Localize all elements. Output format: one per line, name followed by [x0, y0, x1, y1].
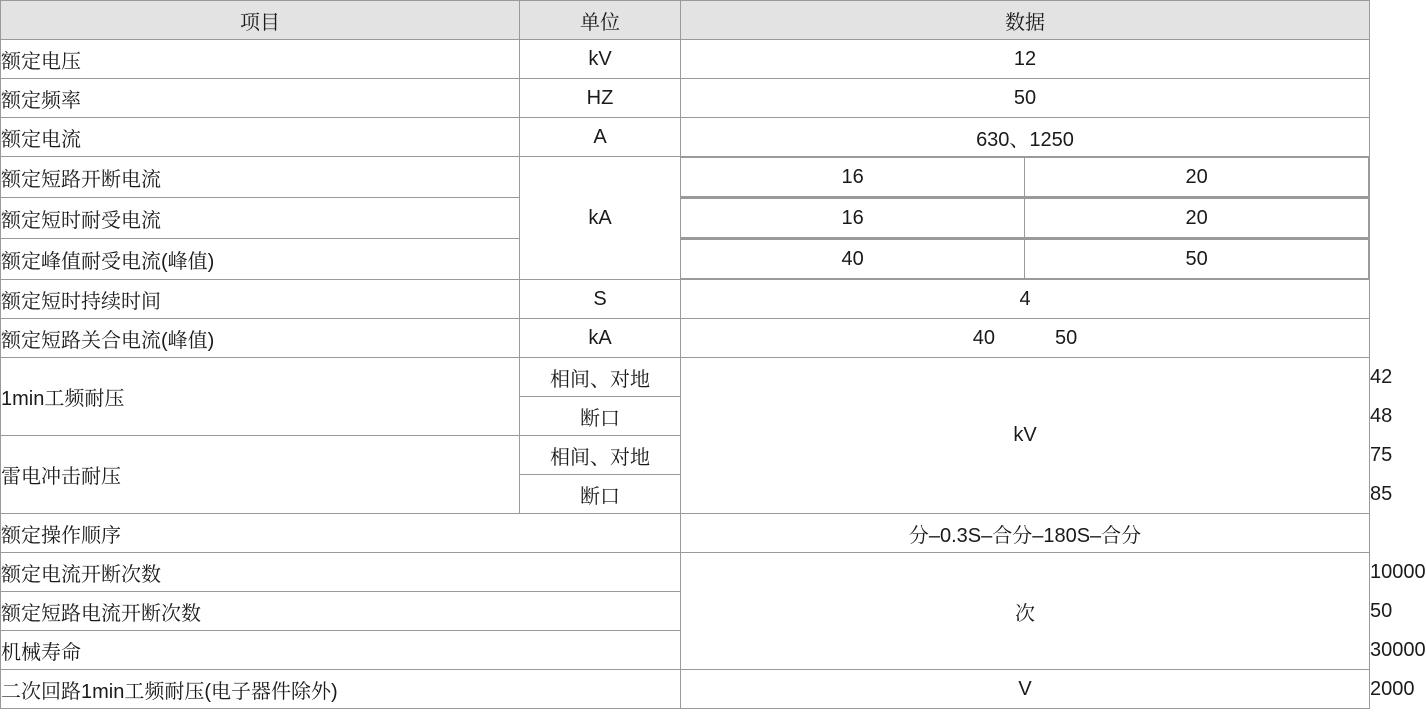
row-label: 机械寿命 — [1, 631, 681, 670]
row-unit: kV — [681, 358, 1370, 514]
header-unit: 单位 — [520, 1, 681, 40]
row-data-split — [681, 239, 1370, 280]
row-data: 50 — [681, 79, 1370, 118]
row-label: 额定短路电流开断次数 — [1, 592, 681, 631]
row-data: 12 — [681, 40, 1370, 79]
row-data — [681, 319, 1370, 358]
table-row — [1, 157, 1370, 198]
row-sublabel: 相间、对地 — [520, 436, 681, 475]
row-unit: A — [520, 118, 681, 157]
row-label: 额定短时耐受电流 — [1, 198, 520, 239]
row-label: 额定操作顺序 — [1, 514, 681, 553]
row-label: 额定峰值耐受电流(峰值) — [1, 239, 520, 280]
row-unit: kA — [520, 319, 681, 358]
row-label: 额定短路关合电流(峰值) — [1, 319, 520, 358]
row-sublabel: 断口 — [520, 475, 681, 514]
table-row — [1, 239, 1370, 280]
header-data: 数据 — [681, 1, 1370, 40]
table-row — [1, 40, 1370, 79]
table-row — [1, 79, 1370, 118]
table-row — [1, 514, 1370, 553]
row-data: 630、1250 — [681, 118, 1370, 157]
row-unit: kA — [520, 157, 681, 280]
row-unit: HZ — [520, 79, 681, 118]
row-label: 额定电流 — [1, 118, 520, 157]
data-value-b: 50 — [1055, 326, 1078, 349]
row-label: 额定频率 — [1, 79, 520, 118]
table-row — [1, 319, 1370, 358]
table-row — [1, 118, 1370, 157]
table-row: 额定电流开断次数 次 10000 — [1, 553, 1370, 592]
data-value-right: 50 — [1025, 240, 1369, 279]
row-unit: S — [520, 280, 681, 319]
table-row: 断口 85 — [1, 475, 1370, 514]
row-unit: V — [681, 670, 1370, 709]
data-value-left: 16 — [681, 158, 1025, 197]
table-row — [1, 198, 1370, 239]
table-row: 1min工频耐压 相间、对地 kV 42 — [1, 358, 1370, 397]
row-label: 额定短路开断电流 — [1, 157, 520, 198]
row-label: 额定电流开断次数 — [1, 553, 681, 592]
table-row: 机械寿命 30000 — [1, 631, 1370, 670]
row-label: 1min工频耐压 — [1, 358, 520, 436]
row-label: 额定短时持续时间 — [1, 280, 520, 319]
table-row — [1, 280, 1370, 319]
row-label: 额定电压 — [1, 40, 520, 79]
row-unit: 次 — [681, 553, 1370, 670]
data-value-right: 20 — [1025, 199, 1369, 238]
table-row: 二次回路1min工频耐压(电子器件除外) V 2000 — [1, 670, 1370, 709]
row-data-split — [681, 198, 1370, 239]
row-data-split — [681, 157, 1370, 198]
row-label: 二次回路1min工频耐压(电子器件除外) — [1, 670, 681, 709]
row-sublabel: 断口 — [520, 397, 681, 436]
row-label: 雷电冲击耐压 — [1, 436, 520, 514]
data-value-a: 40 — [972, 326, 995, 349]
table-header-row — [1, 1, 1370, 40]
data-value-left: 40 — [681, 240, 1025, 279]
data-value-left: 16 — [681, 199, 1025, 238]
header-item: 项目 — [1, 1, 520, 40]
row-unit: kV — [520, 40, 681, 79]
table-row: 额定短路电流开断次数 50 — [1, 592, 1370, 631]
data-value-right: 20 — [1025, 158, 1369, 197]
row-data: 分–0.3S–合分–180S–合分 — [681, 514, 1370, 553]
row-data: 4 — [681, 280, 1370, 319]
table-row: 断口 48 — [1, 397, 1370, 436]
table-row: 雷电冲击耐压 相间、对地 75 — [1, 436, 1370, 475]
row-sublabel: 相间、对地 — [520, 358, 681, 397]
